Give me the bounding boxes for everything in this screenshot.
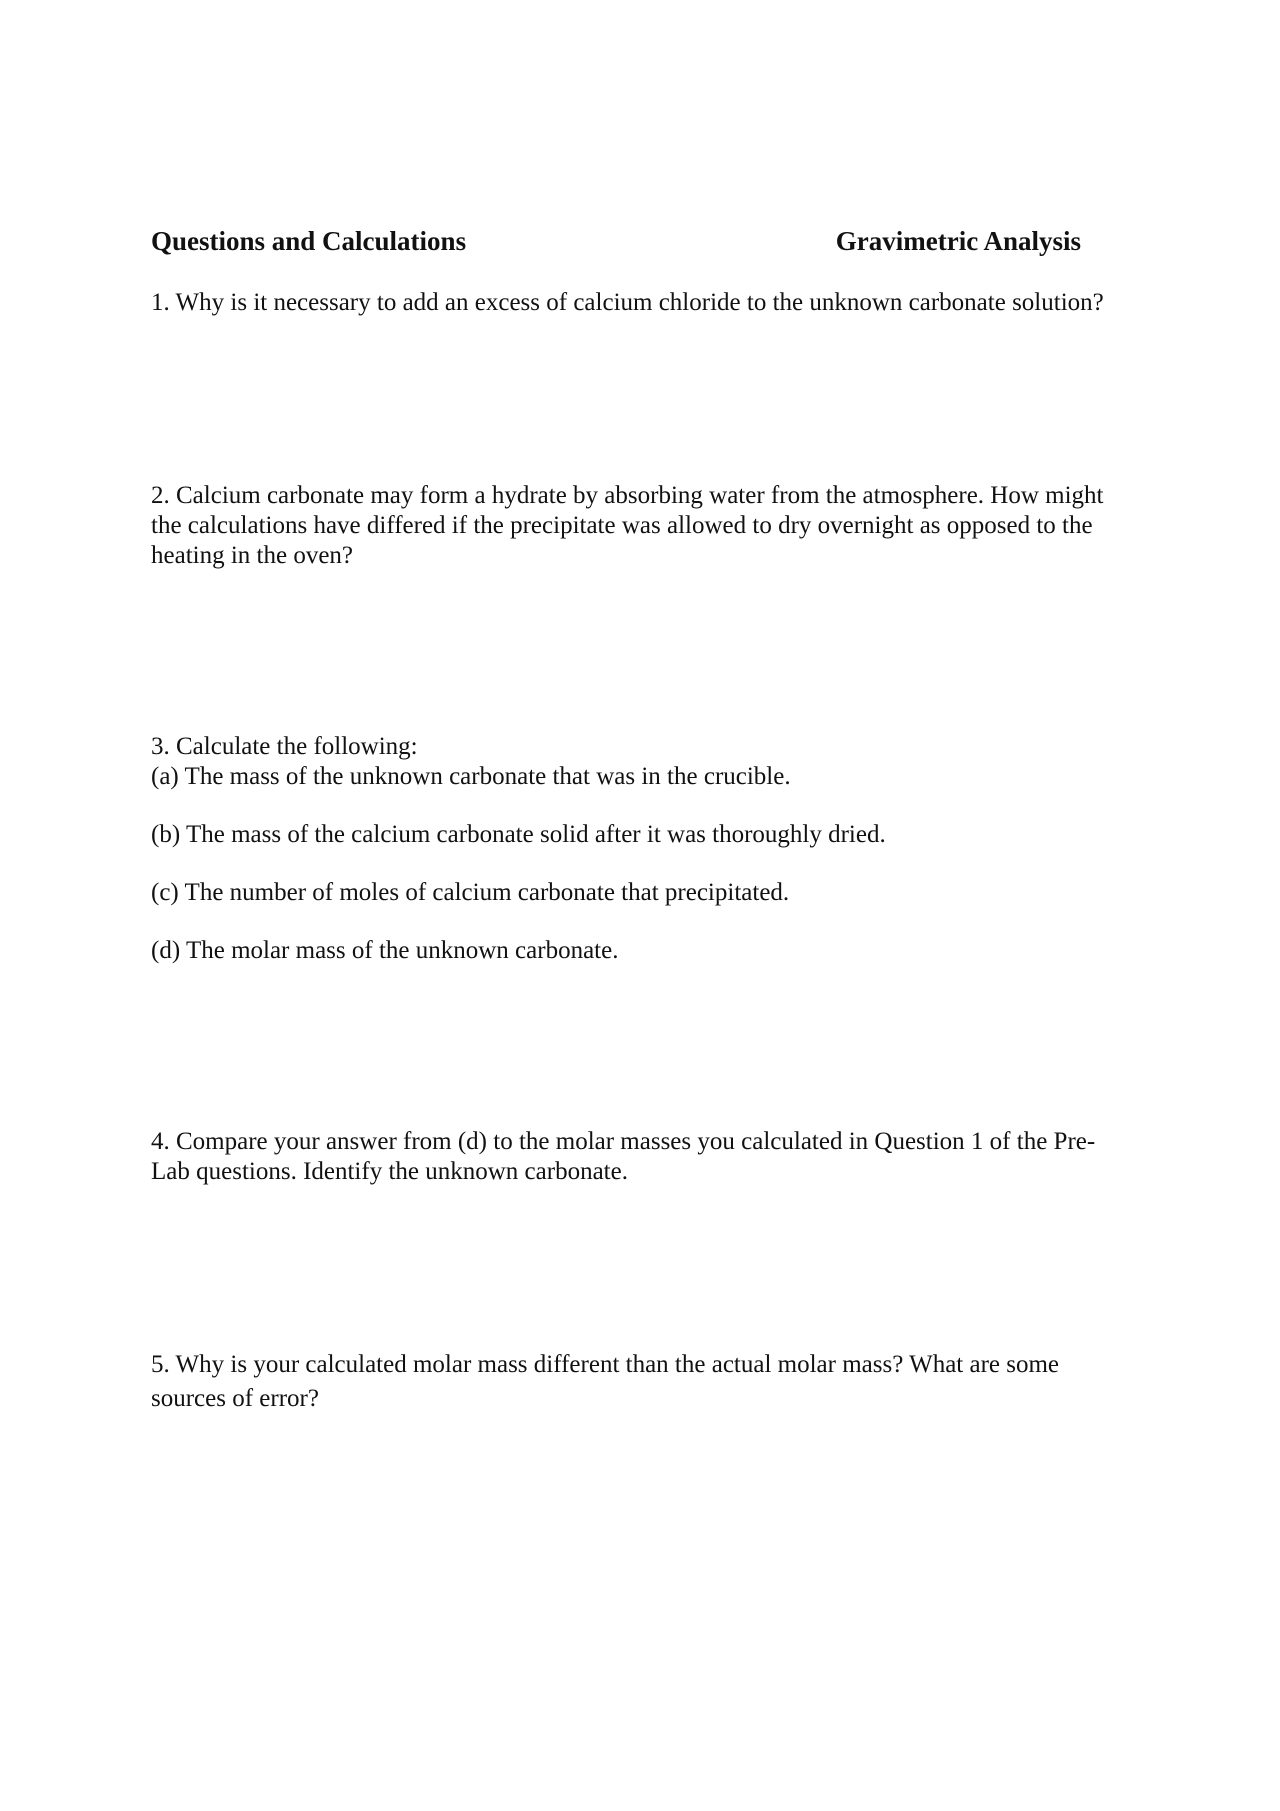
question-2 [151, 481, 1121, 571]
question-4-line-1: 4. Compare your answer from (d) to the molar masses you calculated in Question 1 of the Pre- [151, 1128, 1096, 1155]
lab-title: Gravimetric Analysis [835, 226, 1081, 256]
page-header [151, 226, 1081, 266]
question-3-part-d: (d) The molar mass of the unknown carbonate. [151, 937, 619, 964]
question-4-line-2: Lab questions. Identify the unknown carbonate. [151, 1158, 628, 1185]
question-1-line-1: 1. Why is it necessary to add an excess of calcium chloride to the unknown carbonate solution? [151, 289, 1104, 316]
question-3-part-a: (a) The mass of the unknown carbonate that was in the crucible. [151, 763, 791, 790]
question-2-line-2: the calculations have differed if the precipitate was allowed to dry overnight as opposed to the [151, 512, 1093, 539]
section-title: Questions and Calculations [151, 226, 467, 256]
question-4 [151, 1127, 1121, 1187]
question-2-line-1: 2. Calcium carbonate may form a hydrate by absorbing water from the atmosphere. How might [151, 482, 1104, 509]
question-3-intro: 3. Calculate the following: [151, 733, 418, 760]
question-3-part-c: (c) The number of moles of calcium carbonate that precipitated. [151, 879, 790, 906]
question-5-line-1: 5. Why is your calculated molar mass different than the actual molar mass? What are some [151, 1351, 1060, 1378]
question-5 [151, 1348, 1121, 1416]
question-2-line-3: heating in the oven? [151, 542, 354, 569]
question-1 [151, 288, 1121, 318]
question-5-line-2: sources of error? [151, 1385, 319, 1412]
question-3-part-b: (b) The mass of the calcium carbonate solid after it was thoroughly dried. [151, 821, 886, 848]
